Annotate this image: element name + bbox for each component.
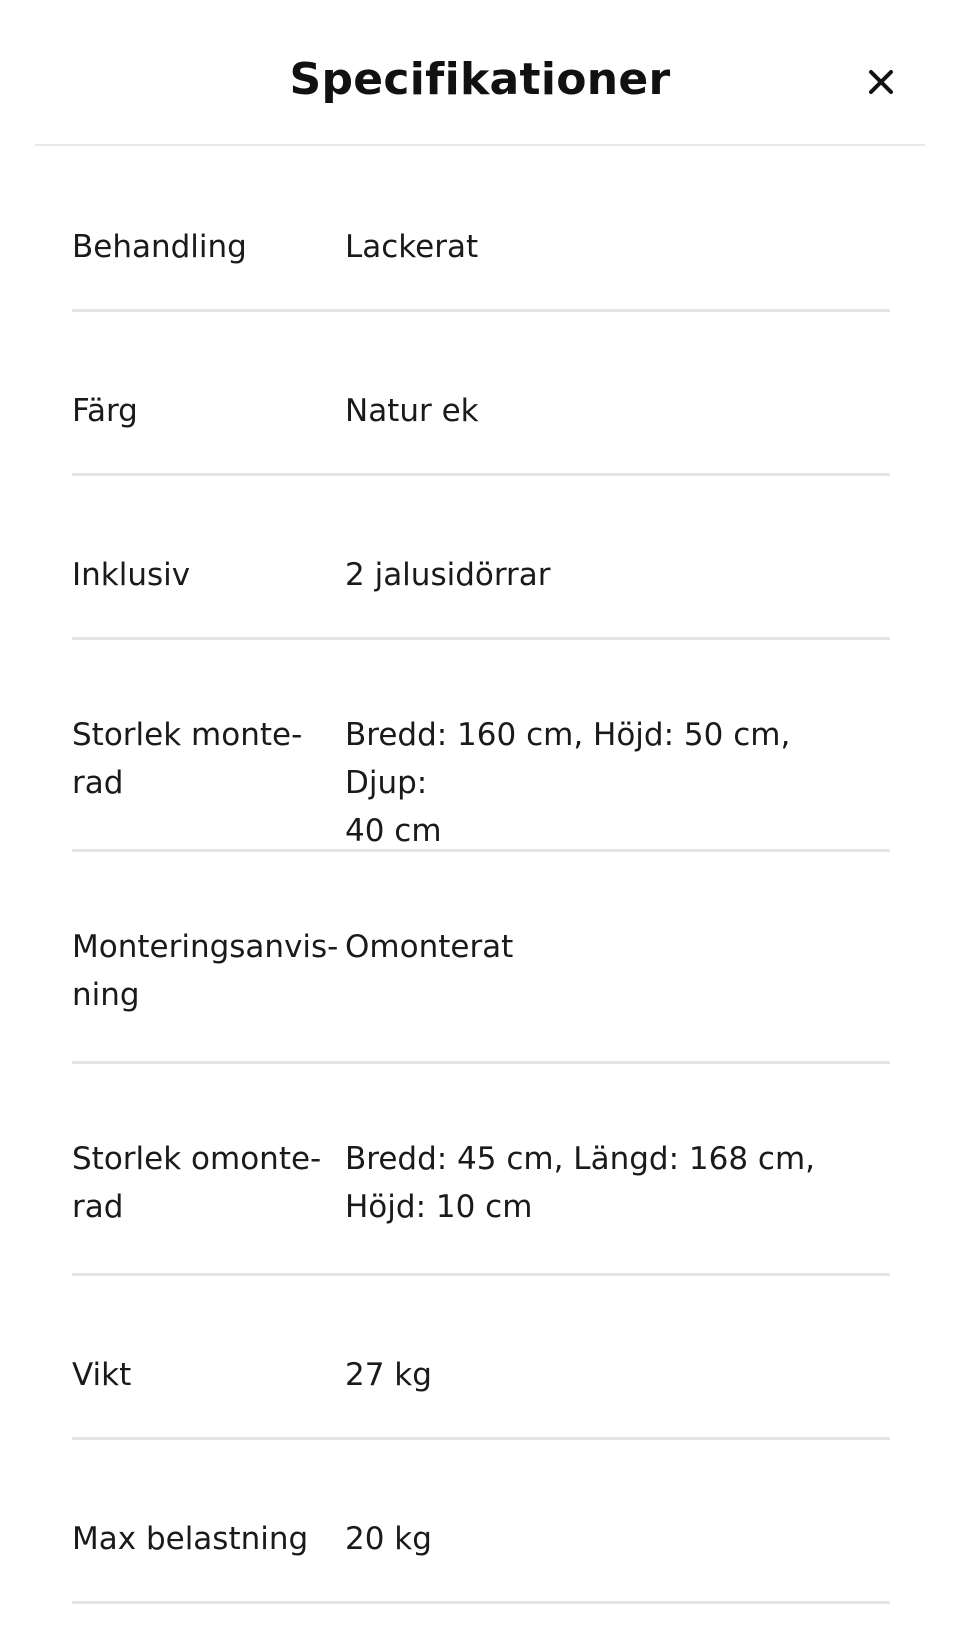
spec-label: [72, 1135, 345, 1273]
spec-label-line: Storlek omonte-: [72, 1141, 322, 1177]
spec-label: [72, 711, 345, 849]
spec-value-line: 40 cm: [345, 813, 442, 849]
spec-label: Vikt: [72, 1357, 132, 1393]
spec-value: [345, 711, 890, 849]
spec-label-line: ning: [72, 977, 140, 1013]
spec-row-inklusiv: [72, 476, 890, 640]
spec-row-vikt: [72, 1276, 890, 1440]
spec-value: 20 kg: [345, 1521, 432, 1557]
spec-label: Färg: [72, 393, 138, 429]
spec-label-line: rad: [72, 765, 124, 801]
spec-label-line: Monteringsanvis-: [72, 929, 339, 965]
spec-value-line: Höjd: 10 cm: [345, 1189, 533, 1225]
close-button[interactable]: [859, 60, 903, 104]
close-icon: [867, 68, 895, 96]
page-title: Specifikationer: [289, 54, 671, 105]
spec-label: [72, 923, 345, 1061]
spec-value: Omonterat: [345, 929, 514, 965]
spec-row-max-belastning: [72, 1440, 890, 1604]
spec-value: [345, 1135, 890, 1273]
spec-label: Inklusiv: [72, 557, 191, 593]
spec-row-monteringsanvisning: [72, 852, 890, 1064]
spec-label-line: Storlek monte-: [72, 717, 303, 753]
dialog-header: [35, 0, 925, 146]
spec-value: Lackerat: [345, 229, 479, 265]
spec-label: Max belastning: [72, 1521, 309, 1557]
spec-row-behandling: [72, 148, 890, 312]
spec-value: 27 kg: [345, 1357, 432, 1393]
spec-label-line: rad: [72, 1189, 124, 1225]
spec-list: [72, 148, 890, 1604]
spec-label: Behandling: [72, 229, 247, 265]
spec-row-storlek-omonterad: [72, 1064, 890, 1276]
spec-value: Natur ek: [345, 393, 479, 429]
spec-row-farg: [72, 312, 890, 476]
spec-value-line: Bredd: 160 cm, Höjd: 50 cm, Djup:: [345, 717, 791, 801]
spec-value: 2 jalusidörrar: [345, 557, 551, 593]
spec-value-line: Bredd: 45 cm, Längd: 168 cm,: [345, 1141, 815, 1177]
spec-row-storlek-monterad: [72, 640, 890, 852]
